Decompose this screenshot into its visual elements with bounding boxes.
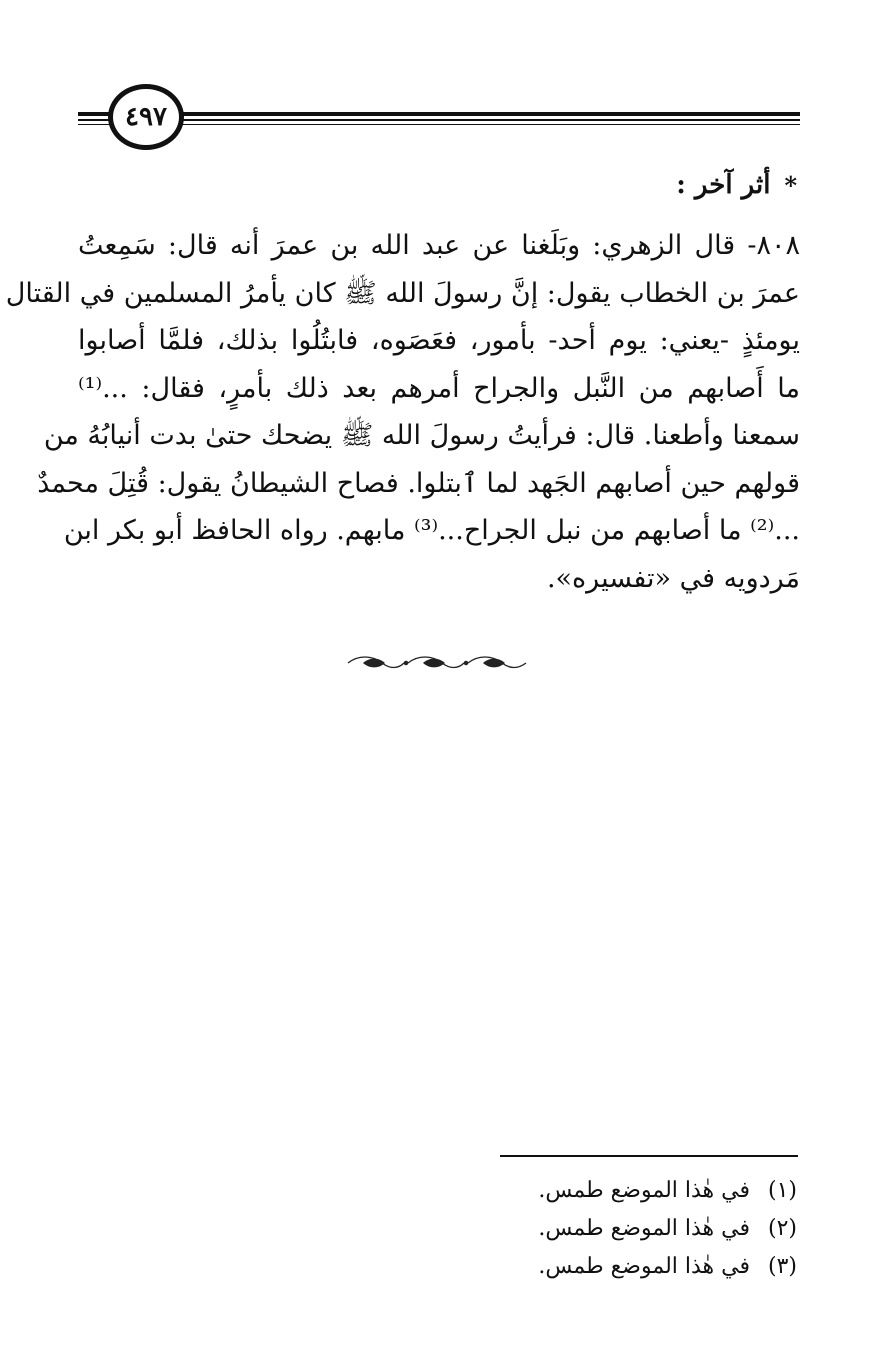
section-title: أثر آخر : [676, 170, 771, 200]
header-rule [78, 124, 800, 125]
body-line: سمعنا وأطعنا. قال: فرأيتُ رسولَ الله ﷺ يضحك حتىٰ بدت أنيابُهُ من [43, 420, 800, 451]
ornament-divider-icon [344, 652, 530, 674]
footnote-item [397, 1210, 797, 1248]
body-line: مَردويه في «تفسيره». [546, 562, 800, 594]
body-line: ما أَصابهم من النَّبل والجراح أمرهم بعد ذلك بأمرٍ، فقال: ...⁽¹⁾ [78, 372, 800, 404]
body-line: يومئذٍ -يعني: يوم أحد- بأمور، فعَصَوه، فابتُلُوا بذلك، فلمَّا أصابوا [78, 325, 800, 356]
footnote-marker: (١) [767, 1178, 797, 1203]
body-line: قولهم حين أصابهم الجَهد لما ٱبتلوا. فصاح الشيطانُ يقول: قُتِلَ محمدٌ [37, 467, 800, 499]
body-line: ٨٠٨- قال الزهري: وبَلَغنا عن عبد الله بن عمرَ أنه قال: سَمِعتُ [78, 230, 800, 261]
footnote-marker: (٣) [767, 1254, 797, 1279]
footnote-item [397, 1248, 797, 1286]
footnote-text: في هٰذا الموضع طمس. [538, 1216, 750, 1241]
body-paragraph [5, 222, 800, 602]
footnote-text: في هٰذا الموضع طمس. [538, 1254, 750, 1279]
header-rule [78, 112, 800, 116]
star-icon: * [784, 170, 797, 200]
body-line: عمرَ بن الخطاب يقول: إنَّ رسولَ الله ﷺ كان يأمرُ المسلمين في القتال [5, 277, 800, 309]
footnote-marker: (٢) [767, 1216, 797, 1241]
footnotes [397, 1172, 797, 1286]
body-line: ...⁽²⁾ ما أصابهم من نبل الجراح...⁽³⁾ مابهم. رواه الحافظ أبو بكر ابن [63, 515, 800, 546]
footnote-item [397, 1172, 797, 1210]
header-rule [78, 119, 800, 121]
footnote-rule [500, 1155, 798, 1157]
section-heading [676, 170, 797, 200]
page-number: ٤٩٧ [108, 84, 184, 150]
footnote-text: في هٰذا الموضع طمس. [538, 1178, 750, 1203]
